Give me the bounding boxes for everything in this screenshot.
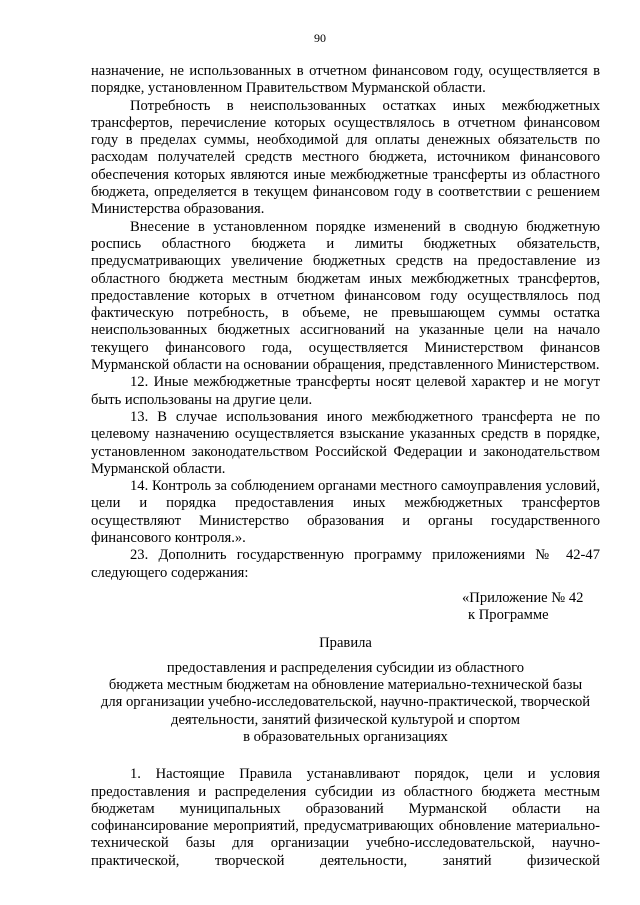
rules-title [91,635,600,747]
paragraph-rules-item-1: 1. Настоящие Правила устанавливают порядок, цели и условия предоставления и распределения субсидии из областного бюджета местным бюджетам муниципальных образований Мурманской области на софинансирование мероприятий, предусматривающих обновление материально-технической базы для организации учебно-исследовательской, научно-практической, творческой деятельности, занятий физической [91,766,600,869]
rules-title-line: предоставления и распределения субсидии из областного [166,659,525,676]
rules-heading: Правила [319,634,372,651]
appendix-program: к Программе [468,607,549,624]
paragraph-item-13: 13. В случае использования иного межбюджетного трансферта не по целевому назначению осуществляется взыскание указанных средств в порядке, установленном законодательством Российской Федерации и законодательством Мурманской области. [91,408,600,477]
paragraph-continuation: назначение, не использованных в отчетном финансовом году, осуществляется в порядке, установленном Правительством Мурманской области. [91,63,600,97]
paragraph-item-12: 12. Иные межбюджетные трансферты носят целевой характер и не могут быть использованы на другие цели. [91,374,600,408]
rules-title-line: бюджета местным бюджетам на обновление материально-технической базы [108,677,583,694]
page-number: 90 [314,31,326,45]
rules-title-line: деятельности, занятий физической культурой и спортом [171,711,520,728]
paragraph-item-14: 14. Контроль за соблюдением органами местного самоуправления условий, цели и порядка предоставления иных межбюджетных трансфертов осуществляют Министерство образования и органы государственного финансового контроля.». [91,478,600,547]
spacer [91,746,600,766]
appendix-number: «Приложение № 42 [462,589,584,606]
paragraph-item-23: 23. Дополнить государственную программу приложениями № 42-47 следующего содержания: [91,547,600,581]
document-body [91,63,600,870]
paragraph-need-remainders: Потребность в неиспользованных остатках иных межбюджетных трансфертов, перечисление которых осуществлялось в отчетном финансовом году в пределах суммы, необходимой для оплаты денежных обязательств по расходам получателей средств местного бюджета, источником финансового обеспечения которых являются иные межбюджетные трансферты из областного бюджета, определяется в текущем финансовом году в соответствии с решением Министерства образования. [91,97,600,218]
rules-title-line: в образовательных организациях [243,728,448,745]
rules-title-line: для организации учебно-исследовательской, научно-практической, творческой [100,694,591,711]
paragraph-budget-changes: Внесение в установленном порядке изменений в сводную бюджетную роспись областного бюджета и лимиты бюджетных обязательств, предусматривающих увеличение бюджетных средств на предоставление из областного бюджета местным бюджетам иных межбюджетных трансфертов, предоставление которых в отчетном финансовом году осуществлялось под фактическую потребность, в объеме, не превышающем суммы остатка неиспользованных бюджетных ассигнований на указанные цели на начало текущего финансового года, осуществляется Министерством финансов Мурманской области на основании обращения, представленного Министерством. [91,218,600,374]
appendix-header [462,590,600,625]
